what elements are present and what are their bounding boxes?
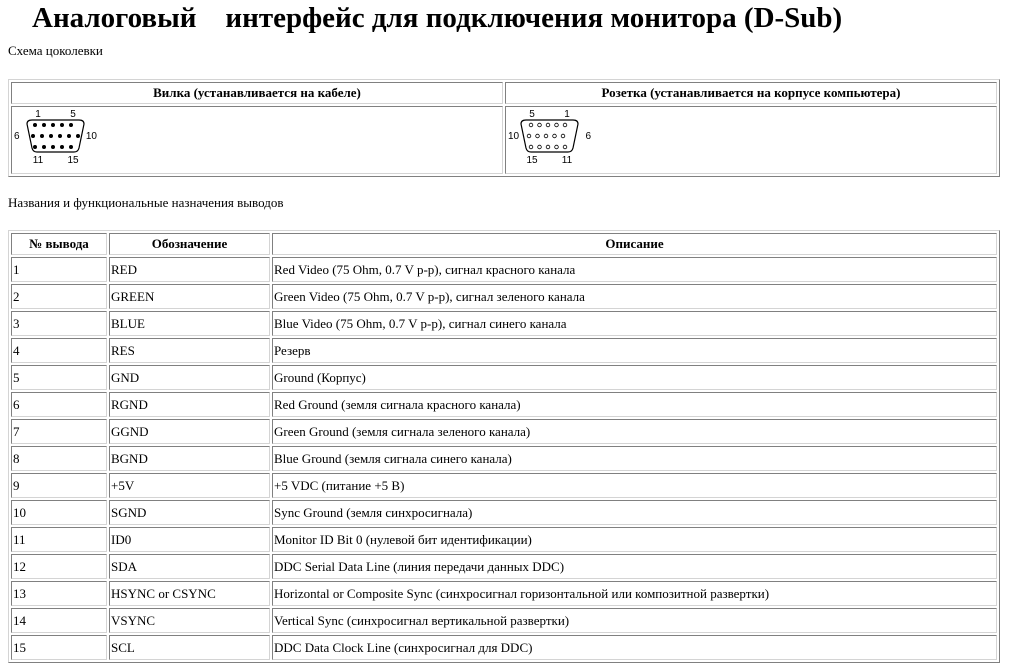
- pin-icon: [49, 134, 52, 137]
- pin-label: 5: [70, 109, 76, 120]
- pin-icon: [536, 134, 540, 138]
- pin-icon: [555, 145, 559, 149]
- pin-icon: [563, 145, 567, 149]
- table-row: [11, 635, 997, 660]
- description-cell: Vertical Sync (синхросигнал вертикальной развертки): [272, 608, 997, 633]
- pin-icon: [555, 123, 559, 127]
- designation-cell: SGND: [109, 500, 270, 525]
- description-cell: Sync Ground (земля синхросигнала): [272, 500, 997, 525]
- table-row: [11, 311, 997, 336]
- pin-label: 1: [564, 109, 570, 120]
- designation-cell: RED: [109, 257, 270, 282]
- designation-cell: RGND: [109, 392, 270, 417]
- pin-icon: [33, 145, 36, 148]
- pin-icon: [529, 145, 533, 149]
- pins-label: Названия и функциональные назначения выводов: [8, 195, 284, 210]
- table-row: [11, 527, 997, 552]
- table-row: [11, 419, 997, 444]
- pin-icon: [561, 134, 565, 138]
- table-row: [11, 446, 997, 471]
- vga-socket-diagram: [507, 108, 597, 168]
- pin-icon: [60, 145, 63, 148]
- table-row: [11, 338, 997, 363]
- pin-number-cell: 11: [11, 527, 107, 552]
- pin-label: 5: [529, 109, 535, 120]
- header-designation: Обозначение: [109, 233, 270, 255]
- pin-number-cell: 3: [11, 311, 107, 336]
- pin-icon: [42, 123, 45, 126]
- pin-label: 10: [508, 131, 520, 142]
- socket-cell: [505, 106, 997, 174]
- designation-cell: GND: [109, 365, 270, 390]
- description-cell: Blue Ground (земля сигнала синего канала): [272, 446, 997, 471]
- pin-icon: [40, 134, 43, 137]
- pins-table: [8, 230, 1000, 663]
- pin-icon: [69, 145, 72, 148]
- pin-icon: [76, 134, 79, 137]
- pin-icon: [546, 145, 550, 149]
- designation-cell: VSYNC: [109, 608, 270, 633]
- description-cell: Monitor ID Bit 0 (нулевой бит идентификации): [272, 527, 997, 552]
- pin-icon: [33, 123, 36, 126]
- table-row: [11, 581, 997, 606]
- description-cell: Резерв: [272, 338, 997, 363]
- designation-cell: ID0: [109, 527, 270, 552]
- header-pin-number: № вывода: [11, 233, 107, 255]
- pin-number-cell: 6: [11, 392, 107, 417]
- pin-number-cell: 12: [11, 554, 107, 579]
- pin-icon: [58, 134, 61, 137]
- connector-table: [8, 79, 1000, 177]
- plug-cell: [11, 106, 503, 174]
- pin-number-cell: 8: [11, 446, 107, 471]
- pin-label: 11: [561, 155, 573, 166]
- pin-icon: [527, 134, 531, 138]
- pin-icon: [67, 134, 70, 137]
- pin-number-cell: 13: [11, 581, 107, 606]
- designation-cell: SDA: [109, 554, 270, 579]
- pin-number-cell: 1: [11, 257, 107, 282]
- description-cell: +5 VDC (питание +5 В): [272, 473, 997, 498]
- description-cell: Red Video (75 Ohm, 0.7 V p-p), сигнал красного канала: [272, 257, 997, 282]
- pin-icon: [544, 134, 548, 138]
- plug-header: Вилка (устанавливается на кабеле): [11, 82, 503, 104]
- designation-cell: RES: [109, 338, 270, 363]
- pin-icon: [31, 134, 34, 137]
- description-cell: Green Video (75 Ohm, 0.7 V p-p), сигнал зеленого канала: [272, 284, 997, 309]
- pin-icon: [553, 134, 557, 138]
- pin-label: 6: [585, 131, 591, 142]
- description-cell: Red Ground (земля сигнала красного канала): [272, 392, 997, 417]
- pin-icon: [563, 123, 567, 127]
- designation-cell: SCL: [109, 635, 270, 660]
- page-title: Аналоговый интерфейс для подключения монитора (D-Sub): [32, 2, 843, 34]
- pin-number-cell: 4: [11, 338, 107, 363]
- designation-cell: GGND: [109, 419, 270, 444]
- pin-label: 6: [14, 131, 20, 142]
- table-row: [11, 365, 997, 390]
- table-row: [11, 554, 997, 579]
- designation-cell: HSYNC or CSYNC: [109, 581, 270, 606]
- pin-icon: [51, 145, 54, 148]
- pin-number-cell: 9: [11, 473, 107, 498]
- table-row: [11, 257, 997, 282]
- pin-number-cell: 2: [11, 284, 107, 309]
- description-cell: DDC Data Clock Line (синхросигнал для DDC): [272, 635, 997, 660]
- description-cell: DDC Serial Data Line (линия передачи данных DDC): [272, 554, 997, 579]
- header-description: Описание: [272, 233, 997, 255]
- table-row: [11, 500, 997, 525]
- description-cell: Green Ground (земля сигнала зеленого канала): [272, 419, 997, 444]
- table-row: [11, 608, 997, 633]
- pin-number-cell: 15: [11, 635, 107, 660]
- table-row: [11, 284, 997, 309]
- description-cell: Blue Video (75 Ohm, 0.7 V p-p), сигнал синего канала: [272, 311, 997, 336]
- socket-header: Розетка (устанавливается на корпусе компьютера): [505, 82, 997, 104]
- pin-number-cell: 7: [11, 419, 107, 444]
- designation-cell: BLUE: [109, 311, 270, 336]
- pin-icon: [529, 123, 533, 127]
- pin-number-cell: 10: [11, 500, 107, 525]
- pin-label: 1: [35, 109, 41, 120]
- pin-icon: [538, 123, 542, 127]
- pin-icon: [538, 145, 542, 149]
- pin-icon: [51, 123, 54, 126]
- description-cell: Ground (Корпус): [272, 365, 997, 390]
- pin-icon: [546, 123, 550, 127]
- designation-cell: GREEN: [109, 284, 270, 309]
- pin-icon: [69, 123, 72, 126]
- designation-cell: BGND: [109, 446, 270, 471]
- table-row: [11, 473, 997, 498]
- pin-number-cell: 14: [11, 608, 107, 633]
- pin-number-cell: 5: [11, 365, 107, 390]
- designation-cell: +5V: [109, 473, 270, 498]
- vga-plug-diagram: [13, 108, 103, 168]
- pin-icon: [42, 145, 45, 148]
- pin-label: 11: [32, 155, 44, 166]
- pinout-label: Схема цоколевки: [8, 43, 103, 58]
- pin-label: 10: [85, 131, 97, 142]
- description-cell: Horizontal or Composite Sync (синхросигнал горизонтальной или композитной развертки): [272, 581, 997, 606]
- pin-icon: [60, 123, 63, 126]
- pin-label: 15: [67, 155, 79, 166]
- pin-label: 15: [526, 155, 538, 166]
- table-row: [11, 392, 997, 417]
